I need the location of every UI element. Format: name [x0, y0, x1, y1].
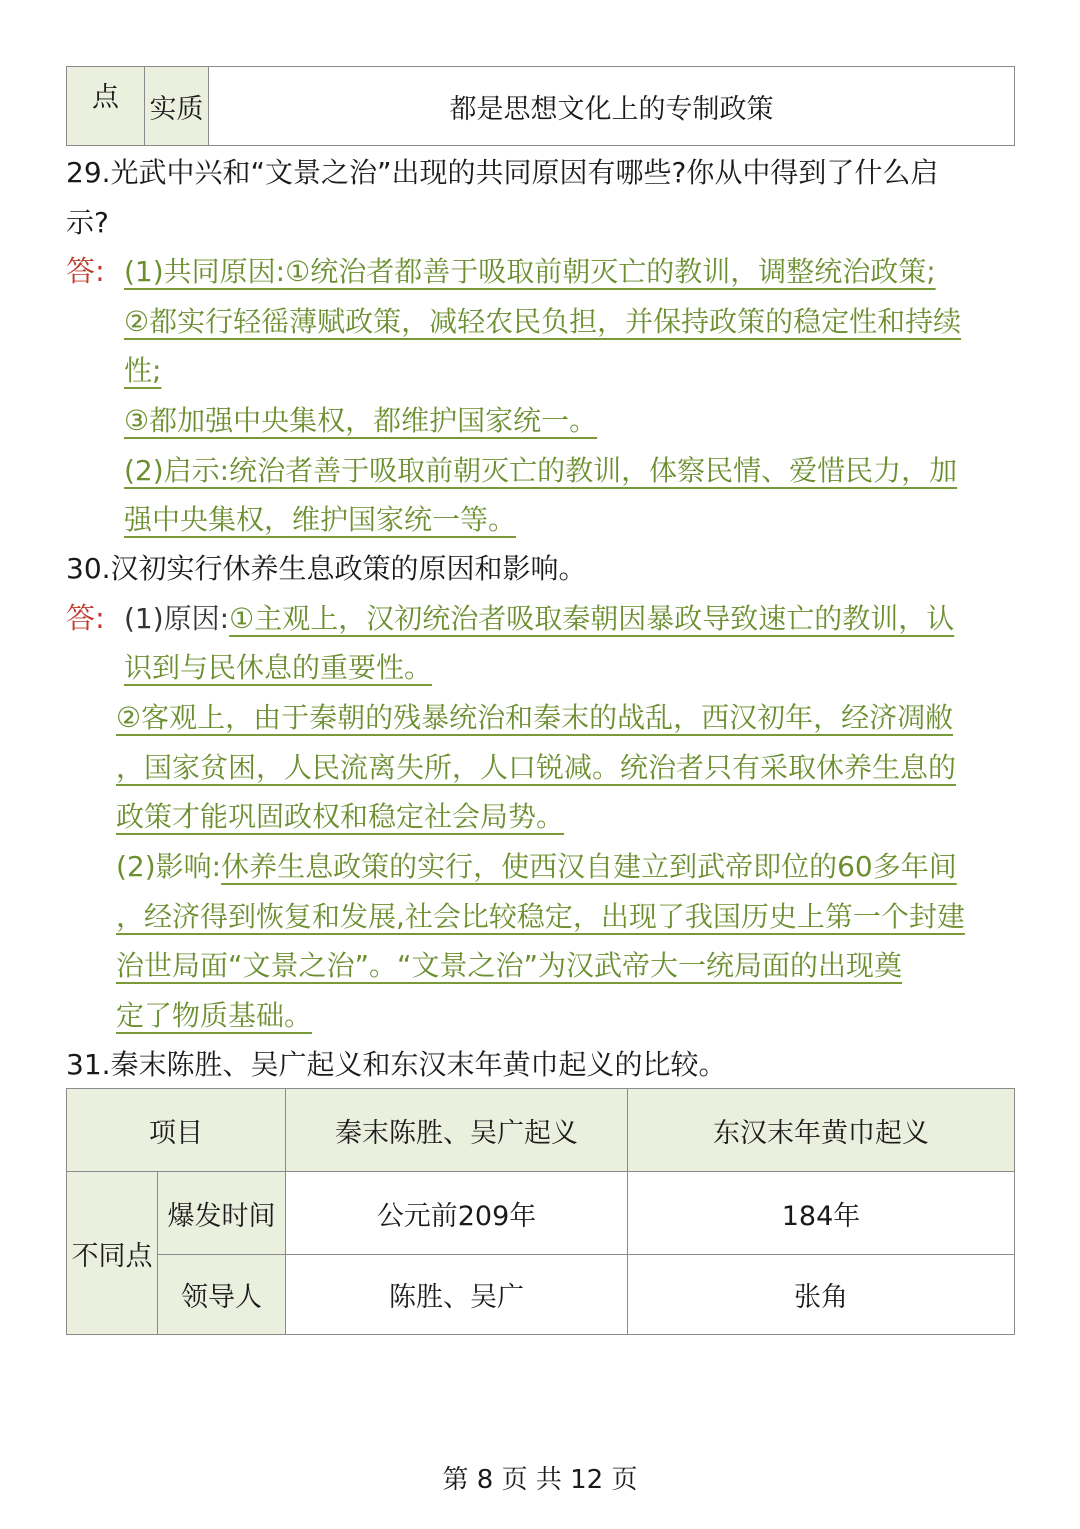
header-item: 项目	[67, 1089, 286, 1172]
q30-answer-2c: 政策才能巩固政权和稳定社会局势。	[116, 800, 565, 833]
q30-title: 30.汉初实行休养生息政策的原因和影响。	[66, 552, 587, 585]
q30-answer-2a: ②客观上，由于秦朝的残暴统治和秦末的战乱，西汉初年，经济凋敝	[116, 701, 954, 734]
q30-answer-3d: 定了物质基础。	[116, 999, 313, 1032]
q31-title: 31.秦末陈胜、吴广起义和东汉末年黄巾起义的比较。	[66, 1048, 727, 1081]
cell-yellow-turban-leader: 张角	[628, 1255, 1015, 1335]
top-table-row-label: 点	[67, 67, 145, 146]
q30-answer-label: 答:	[66, 601, 105, 635]
comparison-table	[66, 1088, 1015, 1335]
q30-answer-2b: ，国家贫困，人民流离失所，人口锐减。统治者只有采取休养生息的	[116, 751, 957, 784]
q29-title-line1: 29.光武中兴和“文景之治”出现的共同原因有哪些?你从中得到了什么启	[66, 156, 939, 189]
row-label-leader: 领导人	[158, 1255, 286, 1335]
cell-chen-wu-time: 公元前209年	[286, 1172, 628, 1255]
group-label-differences: 不同点	[67, 1172, 158, 1335]
q30-answer-1a: (1)原因:①主观上，汉初统治者吸取秦朝因暴政导致速亡的教训，认	[124, 602, 955, 635]
header-chen-wu: 秦末陈胜、吴广起义	[286, 1089, 628, 1172]
q29-answer-4a: (2)启示:统治者善于吸取前朝灭亡的教训，体察民情、爱惜民力，加	[124, 454, 958, 487]
cell-yellow-turban-time: 184年	[628, 1172, 1015, 1255]
q30-answer-1b: 识到与民休息的重要性。	[124, 651, 433, 684]
q30-answer-3c: 治世局面“文景之治”。“文景之治”为汉武帝大一统局面的出现奠	[116, 949, 903, 982]
q29-answer-1: (1)共同原因:①统治者都善于吸取前朝灭亡的教训，调整统治政策;	[124, 255, 936, 288]
top-table-col-label: 实质	[145, 67, 209, 146]
top-table	[66, 66, 1015, 146]
top-table-value: 都是思想文化上的专制政策	[209, 67, 1015, 146]
cell-chen-wu-leader: 陈胜、吴广	[286, 1255, 628, 1335]
header-yellow-turban: 东汉末年黄巾起义	[628, 1089, 1015, 1172]
q29-answer-2b: 性;	[124, 354, 162, 387]
q30-answer-3a: (2)影响:休养生息政策的实行，使西汉自建立到武帝即位的60多年间	[116, 850, 957, 883]
q29-title-line2: 示?	[66, 206, 109, 239]
q29-answer-4b: 强中央集权，维护国家统一等。	[124, 503, 517, 536]
q29-answer-label: 答:	[66, 254, 105, 288]
row-label-outbreak-time: 爆发时间	[158, 1172, 286, 1255]
q29-answer-3: ③都加强中央集权，都维护国家统一。	[124, 404, 598, 437]
q29-answer-2a: ②都实行轻徭薄赋政策，减轻农民负担，并保持政策的稳定性和持续	[124, 305, 962, 338]
page-footer: 第 8 页 共 12 页	[442, 1465, 638, 1495]
q30-answer-3b: ，经济得到恢复和发展,社会比较稳定，出现了我国历史上第一个封建	[116, 900, 965, 933]
